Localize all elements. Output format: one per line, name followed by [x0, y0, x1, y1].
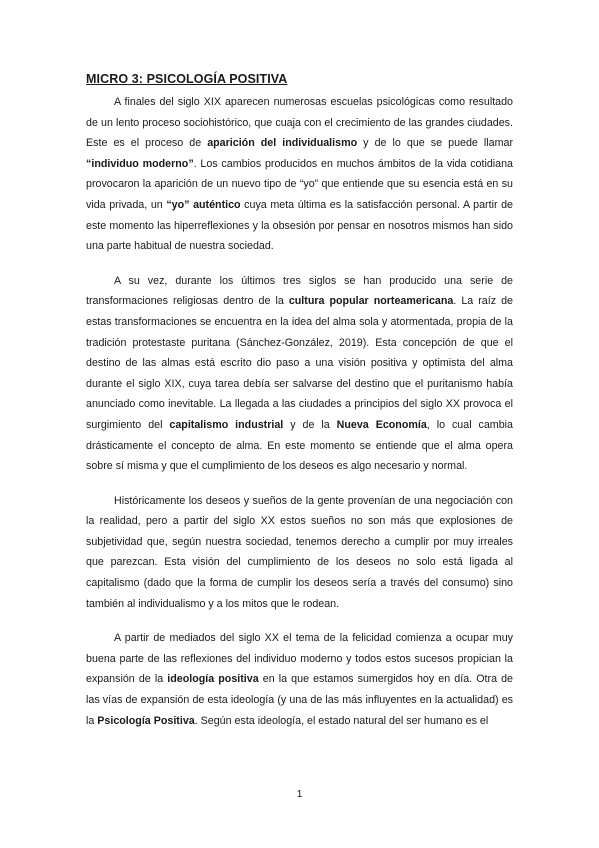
paragraph-individualismo [86, 92, 513, 257]
bold-term: Psicología Positiva [97, 714, 195, 727]
text-run: y de la [283, 418, 337, 431]
text-run: . Según esta ideología, el estado natural del ser humano es el [194, 714, 489, 727]
bold-term: “yo” auténtico [166, 198, 241, 211]
bold-term: capitalismo industrial [169, 418, 284, 431]
text-run: y de lo que se puede llamar [357, 137, 514, 150]
bold-term: “individuo moderno” [86, 157, 194, 170]
bold-term: aparición del individualismo [207, 137, 358, 150]
text-run: A finales del siglo XIX aparecen numerosas escuelas psicológicas como resultado de un lento proceso sociohistórico, que cuaja con el crecimiento de las grandes ciudades. Este es el proceso de [86, 96, 513, 150]
document-title: MICRO 3: PSICOLOGÍA POSITIVA [86, 72, 288, 86]
paragraph-deseos [86, 491, 513, 615]
text-run: Históricamente los deseos y sueños de la gente provenían de una negociación con la realidad, pero a partir del siglo XX estos sueños no son más que explosiones de subjetividad que, según nuestra sociedad, tenemos derecho a cumplir por muy irreales que parezcan. Esta visión del cumplimiento de los deseos no solo está ligada al capitalismo (dado que la forma de cumplir los deseos sería a través del consumo) sino también al individualismo y a los mitos que le rodean. [86, 494, 513, 610]
page-number: 1 [296, 788, 303, 800]
text-run: A su vez, durante los últimos tres siglos se han producido una serie de transformaciones religiosas dentro de la [86, 274, 513, 308]
text-run: en la que estamos sumergidos hoy en día. Otra de las vías de expansión de esta ideología (y una de las más influyentes en la actualidad) es la [86, 673, 514, 727]
text-run: cuya meta última es la satisfacción personal. A partir de este momento las hiperreflexiones y la obsesión por pensar en nosotros mismos han sido una parte habitual de nuestra sociedad. [86, 198, 513, 253]
bold-term: ideología positiva [167, 673, 259, 686]
bold-term: Nueva Economía [336, 418, 427, 431]
paragraph-felicidad [86, 628, 513, 731]
text-run: . La raíz de estas transformaciones se encuentra en la idea del alma sola y atormentada, propia de la tradición protestaste puritana (Sánchez-González, 2019). Esta concepción de que el destino de las almas está escrito dio paso a una visión positiva y optimista del alma durante el siglo XIX, cuya tarea debía ser salvarse del destino que el puritanismo había anunciado como inevitable. La llegada a las ciudades a principios del siglo XX provoca el surgimiento del [86, 295, 513, 431]
bold-term: cultura popular norteamericana [288, 295, 454, 308]
text-run: . Los cambios producidos en muchos ámbitos de la vida cotidiana provocaron la aparición de un nuevo tipo de “yo” que entiende que su esencia está en su vida privada, un [86, 157, 513, 211]
paragraph-transformaciones-religiosas [86, 271, 513, 477]
text-run: , lo cual cambia drásticamente el concepto de alma. En este momento se entiende que el alma opera sobre sí misma y que el cumplimiento de los deseos es algo necesario y normal. [86, 418, 513, 473]
text-run: A partir de mediados del siglo XX el tema de la felicidad comienza a ocupar muy buena parte de las reflexiones del individuo moderno y todos estos sucesos propician la expansión de la [86, 632, 513, 686]
